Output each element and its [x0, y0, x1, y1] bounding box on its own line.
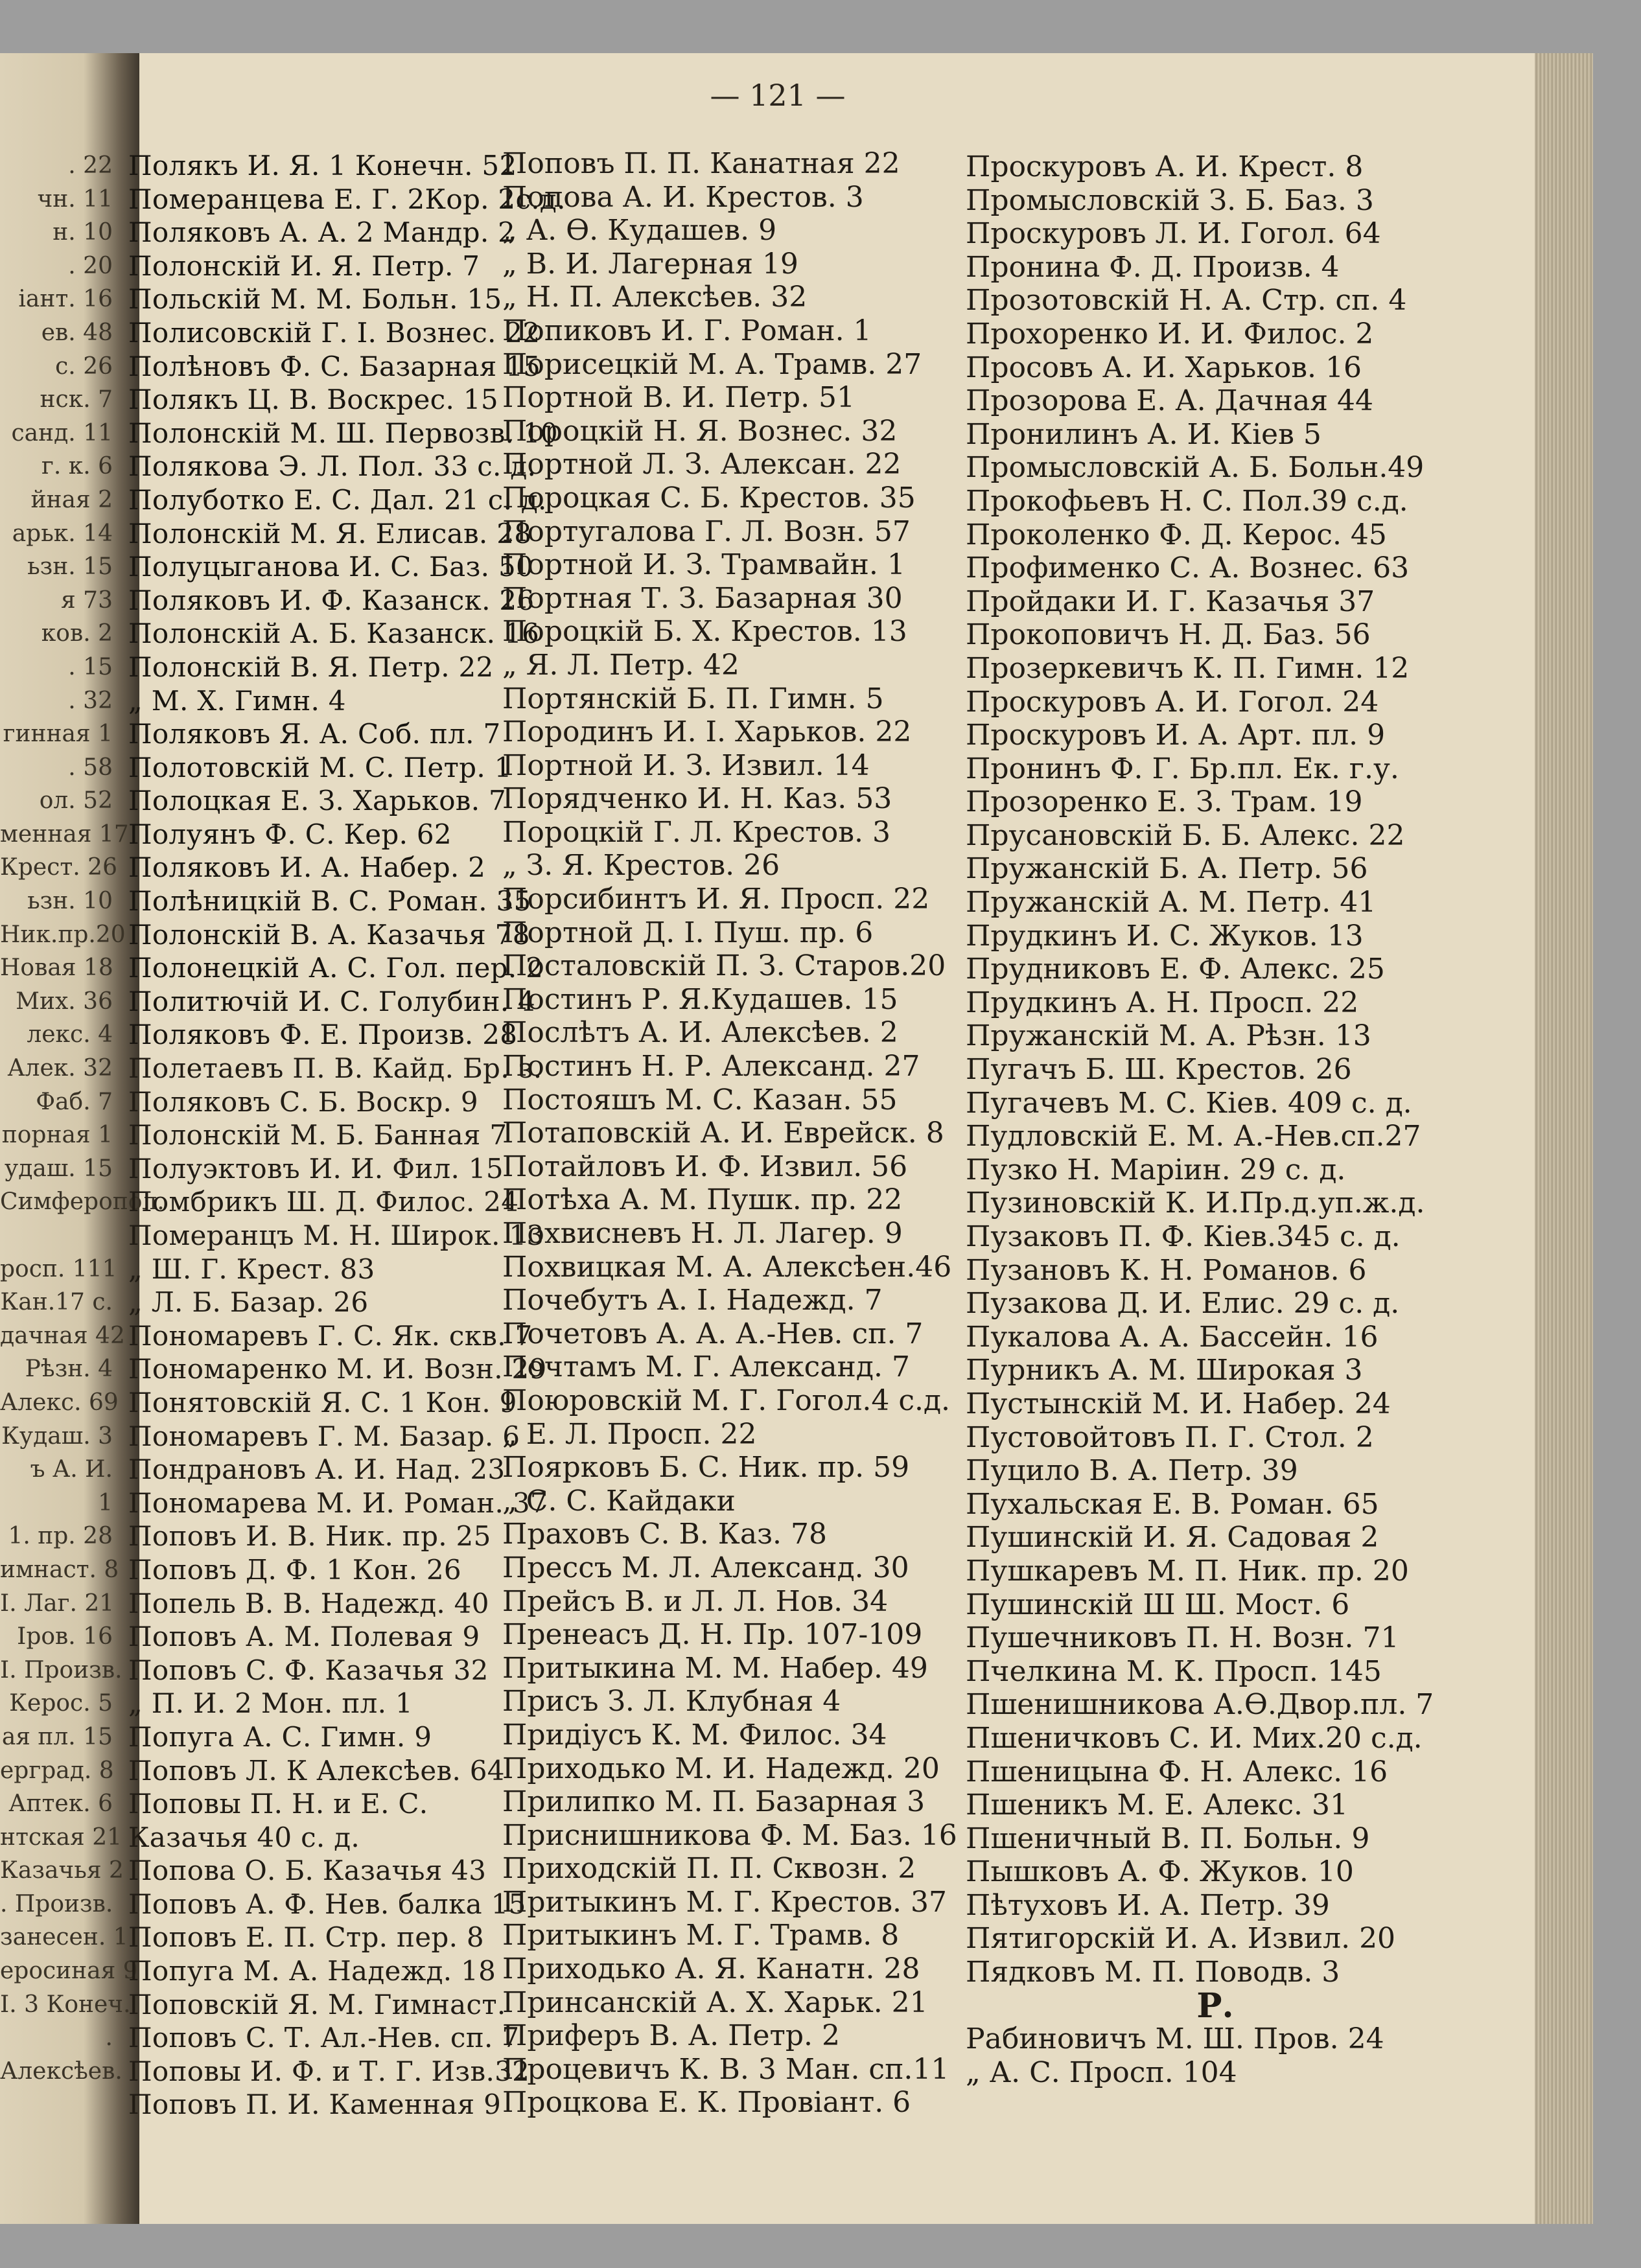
directory-entry: Прозоренко Е. З. Трам. 19 [966, 785, 1363, 819]
directory-entry: Пчелкина М. К. Просп. 145 [966, 1654, 1382, 1688]
directory-entry: Полякова Э. Л. Пол. 33 с. д. [128, 450, 537, 483]
directory-entry: Проскуровъ Л. И. Гогол. 64 [966, 217, 1381, 251]
fragment-line: ьзн. 10 [27, 888, 113, 915]
fragment-line: Симферопол. [0, 1188, 165, 1216]
fragment-line: Алексѣев. [0, 2057, 122, 2085]
directory-entry: Проскуровъ И. А. Арт. пл. 9 [966, 719, 1386, 752]
directory-entry: Пороцкая С. Б. Крестов. 35 [502, 481, 916, 515]
directory-entry: Пядковъ М. П. Поводв. 3 [966, 1956, 1340, 1989]
directory-entry: Поповскій Я. М. Гимнаст. [128, 1988, 506, 2020]
directory-entry: Пружанскій Б. А. Петр. 56 [966, 852, 1368, 886]
page-edge [1535, 53, 1593, 2224]
directory-entry: Пружанскій М. А. Рѣзн. 13 [966, 1019, 1371, 1053]
directory-entry: Поюровскій М. Г. Гогол.4 с.д. [502, 1383, 951, 1417]
directory-entry: Портной И. З. Трамвайн. 1 [502, 548, 905, 582]
directory-entry: Поповъ И. В. Ник. пр. 25 [128, 1520, 491, 1553]
directory-entry: „ Ш. Г. Крест. 83 [128, 1253, 375, 1285]
directory-entry: Прокоповичъ Н. Д. Баз. 56 [966, 618, 1371, 652]
fragment-line: Алек. 32 [7, 1055, 113, 1082]
directory-entry: Пронилинъ А. И. Кiев 5 [966, 417, 1321, 451]
directory-entry: Пшеницына Ф. Н. Алекс. 16 [966, 1755, 1388, 1788]
directory-entry: Пронинъ Ф. Г. Бр.пл. Ек. г.у. [966, 752, 1399, 785]
directory-entry: Порядченко И. Н. Каз. 53 [502, 782, 892, 816]
directory-entry: Прейсъ В. и Л. Л. Нов. 34 [502, 1584, 889, 1618]
directory-entry: Поповы П. Н. и Е. С. [128, 1788, 428, 1820]
directory-entry: „ М. Х. Гимн. 4 [128, 684, 346, 717]
directory-entry: Поярковъ Б. С. Ник. пр. 59 [502, 1451, 910, 1485]
fragment-line: Рѣзн. 4 [25, 1356, 113, 1383]
directory-entry: Пороцкій Н. Я. Вознес. 32 [502, 414, 898, 448]
directory-entry: Полотовскій М. С. Петр. 1 [128, 751, 512, 783]
directory-entry: Придіусъ К. М. Филос. 34 [502, 1718, 887, 1752]
directory-entry: Присъ З. Л. Клубная 4 [502, 1685, 841, 1718]
fragment-line: . 58 [68, 754, 113, 781]
fragment-line: нтская 21 [0, 1823, 122, 1851]
fragment-line: ая пл. 15 [1, 1723, 113, 1750]
directory-entry: Процевичъ К. В. 3 Ман. сп.11 [502, 2052, 949, 2086]
directory-entry: Полисовскій Г. І. Вознес. 22 [128, 316, 541, 349]
directory-entry: Поляковъ Я. А. Соб. пл. 7 [128, 718, 501, 750]
fragment-line: I. Произв. [0, 1656, 122, 1684]
directory-entry: Казачья 40 с. д. [128, 1821, 360, 1853]
directory-page [0, 53, 1593, 2224]
directory-entry: Притыкинъ М. Г. Крестов. 37 [502, 1885, 947, 1919]
directory-entry: Пустовойтовъ П. Г. Стол. 2 [966, 1420, 1374, 1454]
directory-entry: Полонскій В. А. Казачья 78 [128, 918, 530, 951]
directory-column-3 [966, 150, 1465, 2089]
fragment-line: . 32 [68, 687, 113, 714]
directory-entry: Прозорова Е. А. Дачная 44 [966, 384, 1373, 418]
directory-entry: Постинъ Н. Р. Александ. 27 [502, 1050, 920, 1083]
directory-entry: Приходько А. Я. Канатн. 28 [502, 1952, 920, 1986]
directory-entry: Постояшъ М. С. Казан. 55 [502, 1083, 898, 1117]
directory-entry: Прудкинъ И. С. Жуков. 13 [966, 919, 1364, 953]
fragment-line: Кудаш. 3 [1, 1422, 113, 1450]
fragment-line: . [105, 2024, 113, 2052]
fragment-line: ерград. 8 [0, 1757, 114, 1784]
fragment-line: Фаб. 7 [36, 1088, 113, 1115]
directory-entry: Поповъ Л. К Алексѣев. 64 [128, 1754, 505, 1787]
directory-entry: Померанцева Е. Г. 2Кор. 2с.д. [128, 183, 566, 215]
directory-entry: Полуботко Е. С. Дал. 21 с. д. [128, 483, 547, 516]
directory-entry: Пуцило В. А. Петр. 39 [966, 1454, 1298, 1488]
directory-entry: Пронина Ф. Д. Произв. 4 [966, 250, 1340, 284]
fragment-line: г. к. 6 [41, 453, 113, 480]
directory-entry: Полякъ И. Я. 1 Конечн. 52 [128, 150, 517, 181]
directory-entry: Послѣтъ А. И. Алексѣев. 2 [502, 1016, 898, 1050]
fragment-line: ол. 52 [39, 787, 113, 815]
directory-entry: Приферъ В. А. Петр. 2 [502, 2019, 840, 2053]
directory-entry: Полетаевъ П. В. Кайд. Бр. з. [128, 1052, 542, 1085]
fragment-line: . Произв. [0, 1890, 113, 1917]
directory-entry: Пондрановъ А. И. Над. 23 [128, 1453, 506, 1486]
directory-entry: Пушинскій Ш Ш. Мост. 6 [966, 1588, 1350, 1621]
directory-entry: Полонскій В. Я. Петр. 22 [128, 651, 494, 683]
fragment-line: Аптек. 6 [8, 1790, 113, 1818]
directory-entry: Поляковъ И. Ф. Казанск. 26 [128, 584, 535, 616]
directory-entry: Полонскій М. Я. Елисав. 28 [128, 517, 532, 550]
directory-entry: Портная Т. З. Базарная 30 [502, 581, 903, 615]
directory-entry: Почетовъ А. А. А.-Нев. сп. 7 [502, 1317, 924, 1350]
directory-entry: Постинъ Р. Я.Кудашев. 15 [502, 982, 898, 1016]
directory-entry: Проскуровъ А. И. Гогол. 24 [966, 685, 1379, 719]
fragment-line: удаш. 15 [5, 1155, 113, 1182]
directory-entry: Пушинскій И. Я. Садовая 2 [966, 1521, 1379, 1555]
directory-entry: Поповъ Е. П. Стр. пер. 8 [128, 1921, 484, 1954]
directory-entry: Портной Д. І. Пуш. пр. 6 [502, 916, 874, 949]
fragment-line: занесен. 1 [0, 1924, 128, 1951]
fragment-line: Крест. 26 [0, 854, 117, 881]
directory-entry: Поповъ А. М. Полевая 9 [128, 1621, 480, 1653]
left-page-fragments [0, 149, 165, 2088]
directory-entry: Порисецкій М. А. Трамв. 27 [502, 347, 922, 381]
directory-entry: Пшеничный В. П. Больн. 9 [966, 1822, 1370, 1855]
directory-entry: Полонскій М. Б. Банная 7 [128, 1119, 507, 1151]
directory-entry: Полякъ Ц. В. Воскрес. 15 [128, 384, 498, 416]
fragment-line: . 22 [68, 152, 113, 179]
directory-entry: Профименко С. А. Вознес. 63 [966, 551, 1410, 585]
fragment-line: іант. 16 [18, 286, 113, 313]
fragment-line: имнаст. 8 [0, 1556, 119, 1583]
directory-entry: Пономарева М. И. Роман. 37 [128, 1487, 548, 1519]
fragment-line: с. 26 [55, 353, 113, 380]
directory-entry: Понятовскій Я. С. 1 Кон. 9 [128, 1386, 517, 1418]
directory-entry: Пономаренко М. И. Возн. 29 [128, 1353, 547, 1385]
directory-entry: Попова А. И. Крестов. 3 [502, 180, 864, 214]
directory-entry: Полѣновъ Ф. С. Базарная 15 [128, 350, 541, 382]
directory-entry: Портянскій Б. П. Гимн. 5 [502, 682, 884, 715]
directory-entry: Проскуровъ А. И. Крест. 8 [966, 150, 1364, 183]
directory-entry: Приходько М. И. Надежд. 20 [502, 1752, 940, 1785]
directory-entry: Пройдаки И. Г. Казачья 37 [966, 584, 1375, 618]
directory-entry: Полонецкій А. С. Гол. пер. 2 [128, 952, 544, 984]
directory-entry: Помбрикъ Ш. Д. Филос. 24 [128, 1186, 519, 1218]
directory-entry: Похвицкая М. А. Алексѣен.46 [502, 1250, 952, 1284]
directory-entry: Пузко Н. Маріин. 29 с. д. [966, 1153, 1346, 1186]
directory-column-2 [502, 147, 969, 2120]
directory-entry: Портной Л. З. Алексан. 22 [502, 448, 902, 481]
fragment-line: . 20 [68, 252, 113, 279]
directory-entry: Полоцкая Е. З. Харьков. 7 [128, 785, 507, 817]
directory-entry: „ Л. Б. Базар. 26 [128, 1286, 369, 1319]
directory-entry: Поляковъ И. А. Набер. 2 [128, 851, 486, 884]
directory-entry: Пшеничковъ С. И. Мих.20 с.д. [966, 1721, 1423, 1755]
directory-entry: Поповъ Д. Ф. 1 Кон. 26 [128, 1553, 461, 1586]
section-letter: Р. [1196, 1985, 1234, 2026]
directory-entry: Пурникъ А. М. Широкая 3 [966, 1354, 1363, 1387]
directory-entry: Попуга М. А. Надежд. 18 [128, 1955, 496, 1987]
fragment-line: арьк. 14 [12, 520, 113, 547]
fragment-line: лекс. 4 [27, 1021, 113, 1048]
directory-entry: Полуцыганова И. С. Баз. 50 [128, 551, 534, 583]
directory-entry: Поляковъ А. А. 2 Мандр. 2 [128, 216, 516, 249]
fragment-line: ьзн. 15 [27, 553, 113, 581]
directory-entry: Процкова Е. К. Провіант. 6 [502, 2086, 911, 2120]
fragment-line: Новая 18 [0, 955, 113, 982]
fragment-line: I. 3 Конеч. [0, 1991, 131, 2018]
fragment-line: Ник.пр.20 [0, 921, 126, 948]
directory-entry: Поповъ П. П. Канатная 22 [502, 147, 900, 180]
directory-entry: Поповъ П. И. Каменная 9 [128, 2089, 502, 2121]
directory-entry: Принсанскій А. Х. Харьк. 21 [502, 1985, 928, 2019]
fragment-line: я 73 [61, 586, 113, 614]
fragment-line: санд. 11 [11, 419, 113, 446]
directory-entry: Прохоренко И. И. Филос. 2 [966, 317, 1374, 351]
fragment-line: менная 17 [0, 820, 129, 848]
directory-entry: Пузакова Д. И. Елис. 29 с. д. [966, 1287, 1400, 1321]
fragment-line: н. 10 [52, 219, 113, 246]
directory-entry: Портной И. З. Извил. 14 [502, 748, 870, 782]
directory-entry: Пшенишникова А.Ѳ.Двор.пл. 7 [966, 1688, 1434, 1722]
directory-entry: Полѣницкій В. С. Роман. 35 [128, 885, 531, 918]
directory-entry: Прокофьевъ Н. С. Пол.39 с.д. [966, 484, 1408, 518]
directory-entry: Промысловскій А. Б. Больн.49 [966, 451, 1425, 485]
directory-entry: Почебутъ А. І. Надежд. 7 [502, 1284, 883, 1317]
fragment-line: ъ А. И. [30, 1456, 113, 1483]
fragment-line: ков. 2 [41, 620, 113, 647]
directory-entry: „ Н. П. Алексѣев. 32 [502, 281, 808, 314]
directory-entry: Прудкинъ А. Н. Просп. 22 [966, 986, 1359, 1019]
directory-entry: Полуэктовъ И. И. Фил. 15 [128, 1152, 504, 1185]
directory-entry: „ З. Я. Крестов. 26 [502, 849, 780, 883]
directory-entry: Пукалова А. А. Бассейн. 16 [966, 1320, 1379, 1354]
directory-entry: Пузиновскій К. И.Пр.д.уп.ж.д. [966, 1186, 1425, 1220]
fragment-line: гинная 1 [3, 721, 113, 748]
directory-entry: „ А. Ѳ. Кудашев. 9 [502, 214, 777, 248]
directory-entry: Пузаковъ П. Ф. Кiев.345 с. д. [966, 1220, 1401, 1253]
fragment-line: Іров. 16 [17, 1623, 113, 1650]
fragment-line: росп. 111 [0, 1255, 117, 1282]
fragment-line: . 15 [68, 653, 113, 680]
directory-entry: Приходскій П. П. Сквозн. 2 [502, 1852, 916, 1886]
directory-entry: Португалова Г. Л. Возн. 57 [502, 515, 911, 548]
fragment-line: ев. 48 [41, 319, 113, 346]
directory-entry: Померанцъ М. Н. Широк. 13 [128, 1220, 544, 1251]
directory-entry: Пугачевъ М. С. Кiев. 409 с. д. [966, 1086, 1412, 1120]
directory-entry: Попуга А. С. Гимн. 9 [128, 1720, 432, 1753]
directory-entry: Поляковъ С. Б. Воскр. 9 [128, 1085, 478, 1118]
directory-entry: Потаповскій А. И. Еврейск. 8 [502, 1117, 944, 1150]
directory-entry: Поповъ С. Т. Ал.-Нев. сп. 7 [128, 2022, 520, 2054]
directory-entry: Польскій М. М. Больн. 15 [128, 283, 502, 316]
directory-entry: Пугачъ Б. Ш. Крестов. 26 [966, 1053, 1352, 1087]
fragment-line: чн. 11 [37, 185, 113, 213]
directory-entry: Пушкаревъ М. П. Ник. пр. 20 [966, 1554, 1409, 1588]
directory-entry: Политючій И. С. Голубин. 4 [128, 985, 536, 1017]
directory-entry: Рабиновичъ М. Ш. Пров. 24 [966, 2022, 1384, 2056]
directory-entry: Полонскій И. Я. Петр. 7 [128, 249, 480, 282]
directory-entry: Пушечниковъ П. Н. Возн. 71 [966, 1621, 1399, 1655]
directory-entry: Притыкинъ М. Г. Трамв. 8 [502, 1919, 900, 1952]
directory-entry: Портной В. И. Петр. 51 [502, 381, 855, 415]
directory-entry: Попиковъ И. Г. Роман. 1 [502, 314, 872, 347]
directory-entry: Пышковъ А. Ф. Жуков. 10 [966, 1855, 1354, 1889]
directory-entry: Поляковъ Ф. Е. Произв. 28 [128, 1019, 518, 1051]
fragment-line [0, 1219, 117, 1253]
directory-entry: „ П. И. 2 Мон. пл. 1 [128, 1687, 413, 1720]
directory-entry: Пѣтуховъ И. А. Петр. 39 [966, 1888, 1330, 1922]
directory-entry: „ Е. Л. Просп. 22 [502, 1417, 757, 1451]
directory-entry: Поповъ А. Ф. Нев. балка 15 [128, 1888, 526, 1920]
fragment-line: Мих. 36 [16, 988, 113, 1015]
directory-entry: Прусановскій Б. Б. Алекс. 22 [966, 818, 1405, 852]
directory-entry: Почтамъ М. Г. Александ. 7 [502, 1350, 910, 1384]
fragment-line: Кан.17 с. [0, 1289, 113, 1316]
directory-entry: Пономаревъ Г. М. Базар. 6 [128, 1420, 520, 1452]
directory-entry: Притыкина М. М. Набер. 49 [502, 1651, 928, 1685]
directory-entry: Поповы И. Ф. и Т. Г. Изв.32 [128, 2055, 530, 2087]
directory-entry: Пухальская Е. В. Роман. 65 [966, 1487, 1379, 1521]
directory-entry: Пятигорскій И. А. Извил. 20 [966, 1922, 1396, 1956]
directory-entry: Полонскій А. Б. Казанск. 16 [128, 618, 539, 650]
directory-entry: Пружанскій А. М. Петр. 41 [966, 886, 1377, 920]
directory-entry: Пороцкій Г. Л. Крестов. 3 [502, 815, 890, 849]
directory-column-1 [128, 149, 566, 2122]
directory-entry: Пустынскій М. И. Набер. 24 [966, 1387, 1391, 1420]
directory-entry: Породинъ И. І. Харьков. 22 [502, 715, 912, 749]
directory-entry: Порсибинтъ И. Я. Просп. 22 [502, 883, 930, 916]
fragment-line: 1. пр. 28 [8, 1523, 113, 1550]
directory-entry: Промысловскій З. Б. Баз. 3 [966, 183, 1374, 217]
fragment-line: Керос. 5 [9, 1690, 113, 1717]
fragment-line: I. Лаг. 21 [0, 1590, 115, 1617]
directory-entry: Праховъ С. В. Каз. 78 [502, 1518, 828, 1551]
directory-entry: Попова О. Б. Казачья 43 [128, 1855, 487, 1887]
fragment-line: Казачья 2 [0, 1857, 124, 1884]
directory-entry: Потѣха А. М. Пушк. пр. 22 [502, 1183, 903, 1217]
directory-entry: „ Я. Л. Петр. 42 [502, 648, 739, 682]
directory-entry: Похвисневъ Н. Л. Лагер. 9 [502, 1217, 903, 1250]
directory-entry: Посталовскій П. З. Старов.20 [502, 949, 946, 983]
directory-entry: Проколенко Ф. Д. Керос. 45 [966, 518, 1387, 551]
directory-entry: Пренеасъ Д. Н. Пр. 107-109 [502, 1618, 923, 1652]
directory-entry: Пузановъ К. Н. Романов. 6 [966, 1253, 1367, 1287]
fragment-line: порная 1 [1, 1122, 113, 1149]
directory-entry: Прилипко М. П. Базарная 3 [502, 1785, 925, 1819]
directory-entry: Поповъ С. Ф. Казачья 32 [128, 1654, 489, 1686]
fragment-line: дачная 42 [0, 1322, 125, 1349]
directory-entry: Прозотовскій Н. А. Стр. сп. 4 [966, 284, 1407, 318]
directory-entry: Пономаревъ Г. С. Як. скв. 7 [128, 1319, 533, 1352]
directory-entry: Полонскій М. Ш. Первозв. 10 [128, 417, 558, 449]
directory-entry: Потайловъ И. Ф. Извил. 56 [502, 1150, 908, 1183]
directory-entry: Пшеникъ М. Е. Алекс. 31 [966, 1788, 1348, 1822]
fragment-line: 1 [98, 1489, 113, 1516]
directory-entry: Пудловскій Е. М. А.-Нев.сп.27 [966, 1120, 1421, 1153]
directory-entry: „ А. С. Просп. 104 [966, 2055, 1237, 2089]
directory-entry: Прозеркевичъ К. П. Гимн. 12 [966, 651, 1410, 685]
directory-entry: Попель В. В. Надежд. 40 [128, 1587, 489, 1619]
directory-entry: Приснишникова Ф. М. Баз. 16 [502, 1818, 957, 1852]
fragment-line: еросиная 9 [0, 1958, 138, 1985]
directory-entry: Прессъ М. Л. Александ. 30 [502, 1551, 909, 1584]
fragment-line: йная 2 [30, 486, 113, 513]
fragment-line: Алекс. 69 [0, 1389, 119, 1416]
directory-entry: „ В. И. Лагерная 19 [502, 247, 798, 281]
directory-entry: Пороцкій Б. Х. Крестов. 13 [502, 615, 907, 649]
directory-entry: Просовъ А. И. Харьков. 16 [966, 351, 1362, 384]
fragment-line: нск. 7 [40, 386, 113, 413]
directory-entry: „ С. С. Кайдаки [502, 1484, 736, 1518]
page-number: — 121 — [710, 78, 846, 113]
directory-entry: Прудниковъ Е. Ф. Алекс. 25 [966, 953, 1385, 986]
directory-entry: Полуянъ Ф. С. Кер. 62 [128, 818, 452, 850]
